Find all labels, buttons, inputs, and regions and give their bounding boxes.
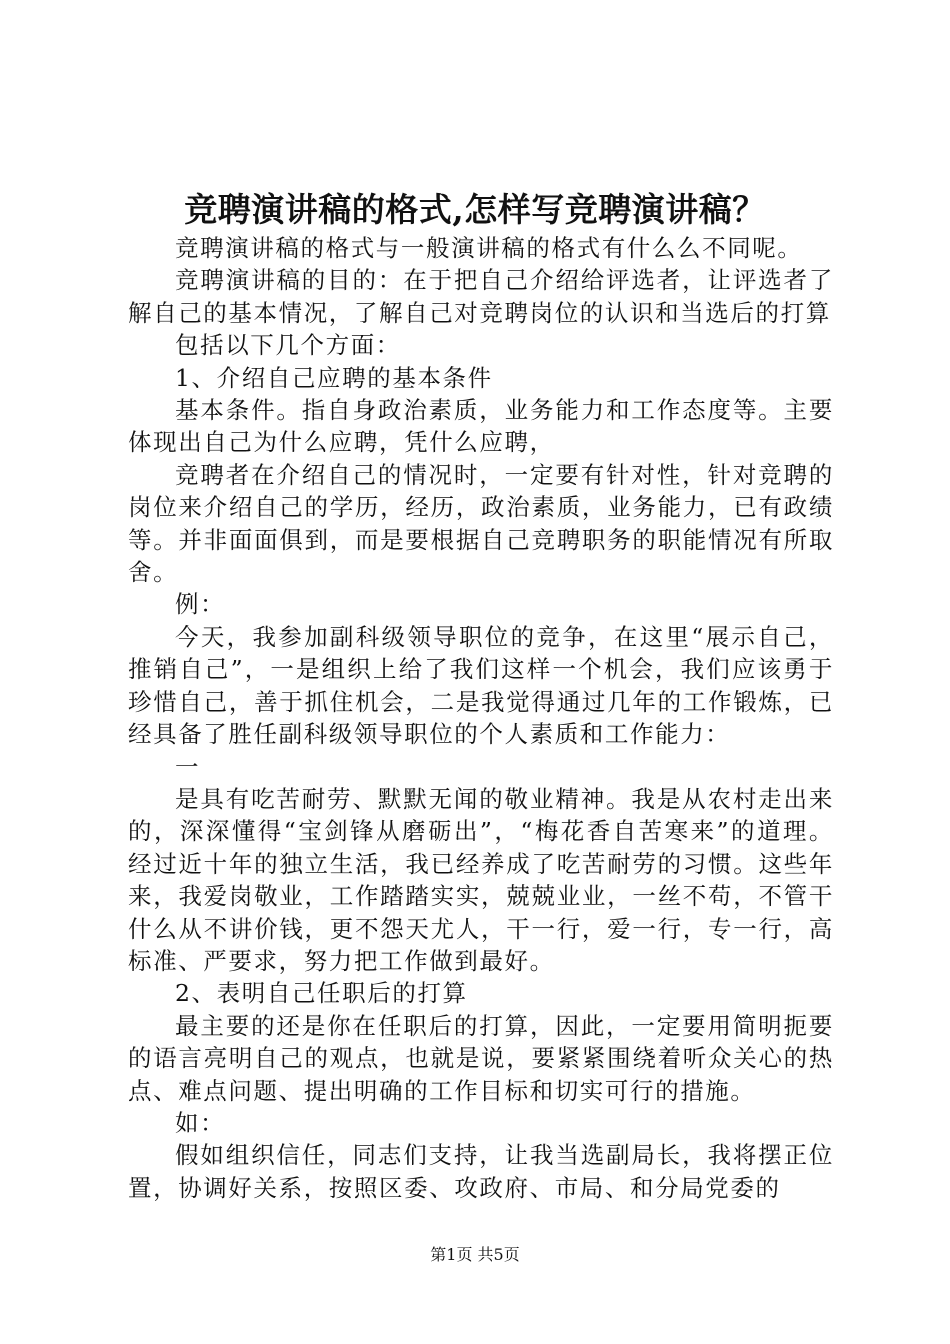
document-title: 竞聘演讲稿的格式,怎样写竞聘演讲稿？ [184,190,766,229]
paragraph: 竞聘者在介绍自己的情况时，一定要有针对性，针对竞聘的岗位来介绍自己的学历，经历，政治素质，业务能力，已有政绩等。并非面面俱到，而是要根据自己竞聘职务的职能情况有所取舍。 [128,460,834,587]
paragraph: 最主要的还是你在任职后的打算，因此，一定要用简明扼要的语言亮明自己的观点，也就是说，要紧紧围绕着听众关心的热点、难点问题、提出明确的工作目标和切实可行的措施。 [128,1011,834,1105]
section-heading: 1、介绍自己应聘的基本条件 [175,363,493,392]
paragraph: 竞聘演讲稿的目的：在于把自己介绍给评选者，让评选者了解自己的基本情况，了解自己对竞聘岗位的认识和当选后的打算 [128,266,834,327]
paragraph: 例： [175,590,226,619]
paragraph: 一 [175,752,201,781]
paragraph: 竞聘演讲稿的格式与一般演讲稿的格式有什么么不同呢。 [175,234,803,262]
paragraph: 是具有吃苦耐劳、默默无闻的敬业精神。我是从农村走出来的，深深懂得“宝剑锋从磨砺出”，“梅花香自苦寒来”的道理。经过近十年的独立生活，我已经养成了吃苦耐劳的习惯。这些年来，我爱岗敬业，工作踏踏实实，兢兢业业，一丝不苟，不管干什么从不讲价钱，更不怨天尤人，干一行，爱一行，专一行，高标准、严要求，努力把工作做到最好。 [128,784,834,975]
paragraph: 基本条件。指自身政治素质，业务能力和工作态度等。主要体现出自己为什么应聘，凭什么应聘， [128,396,834,457]
paragraph: 假如组织信任，同志们支持，让我当选副局长，我将摆正位置，协调好关系，按照区委、攻政府、市局、和分局党委的 [128,1141,834,1202]
paragraph: 包括以下几个方面： [175,331,401,360]
page-footer: 第1页 共5页 [430,1245,520,1264]
paragraph: 如： [175,1108,226,1137]
paragraph: 今天，我参加副科级领导职位的竞争，在这里“展示自己，推销自己”，一是组织上给了我们这样一个机会，我们应该勇于珍惜自己，善于抓住机会，二是我觉得通过几年的工作锻炼，已经具备了胜任副科级领导职位的个人素质和工作能力： [128,622,834,749]
document-body [128,232,834,1204]
section-heading: 2、表明自己任职后的打算 [175,979,468,1008]
